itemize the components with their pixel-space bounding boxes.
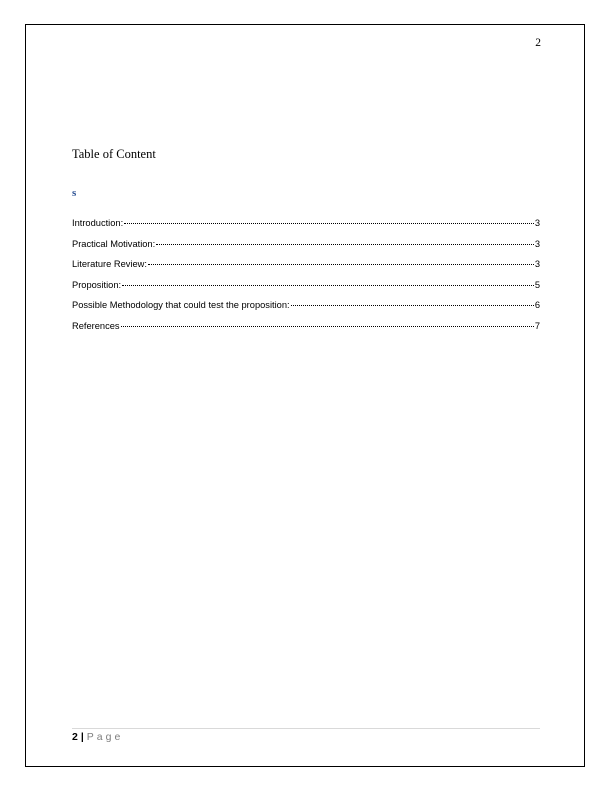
page-border (25, 24, 585, 767)
toc-dot-leader (156, 235, 534, 247)
toc-entry-title: Possible Methodology that could test the proposition: (72, 300, 290, 311)
toc-entry-title: Proposition: (72, 279, 122, 290)
toc-entry-proposition[interactable] (72, 276, 540, 297)
toc-entry-title: Introduction: (72, 218, 124, 228)
footer-page-label: Page (86, 731, 124, 743)
toc-dot-leader (148, 255, 534, 267)
toc-dot-leader (121, 317, 534, 329)
toc-entry-page: 5 (534, 279, 540, 290)
toc-entry-references[interactable] (72, 317, 540, 338)
toc-entry-literature-review[interactable] (72, 255, 540, 276)
toc-entry-page: 3 (534, 259, 540, 270)
toc-dot-leader (122, 276, 534, 288)
toc-entry-title: Practical Motivation: (72, 238, 156, 249)
toc-entry-page: 3 (534, 238, 540, 249)
toc-entry-page: 7 (534, 320, 540, 331)
toc-entry-page: 3 (534, 218, 540, 228)
footer-page-number: 2 (72, 731, 78, 743)
toc-heading: Table of Content (72, 147, 156, 161)
toc-subheading: s (72, 187, 77, 199)
footer-separator: | (80, 731, 84, 743)
footer-divider (72, 728, 540, 729)
page-footer (72, 730, 123, 744)
toc-entry-practical-motivation[interactable] (72, 235, 540, 256)
toc-entry-possible-methodology[interactable] (72, 296, 540, 317)
header-page-number: 2 (535, 37, 541, 49)
table-of-contents (72, 214, 540, 338)
toc-entry-page: 6 (534, 300, 540, 311)
toc-entry-introduction[interactable] (72, 214, 540, 235)
toc-entry-title: Literature Review: (72, 259, 147, 270)
toc-dot-leader (124, 214, 534, 226)
toc-dot-leader (291, 296, 534, 308)
toc-entry-title: References (72, 320, 120, 331)
